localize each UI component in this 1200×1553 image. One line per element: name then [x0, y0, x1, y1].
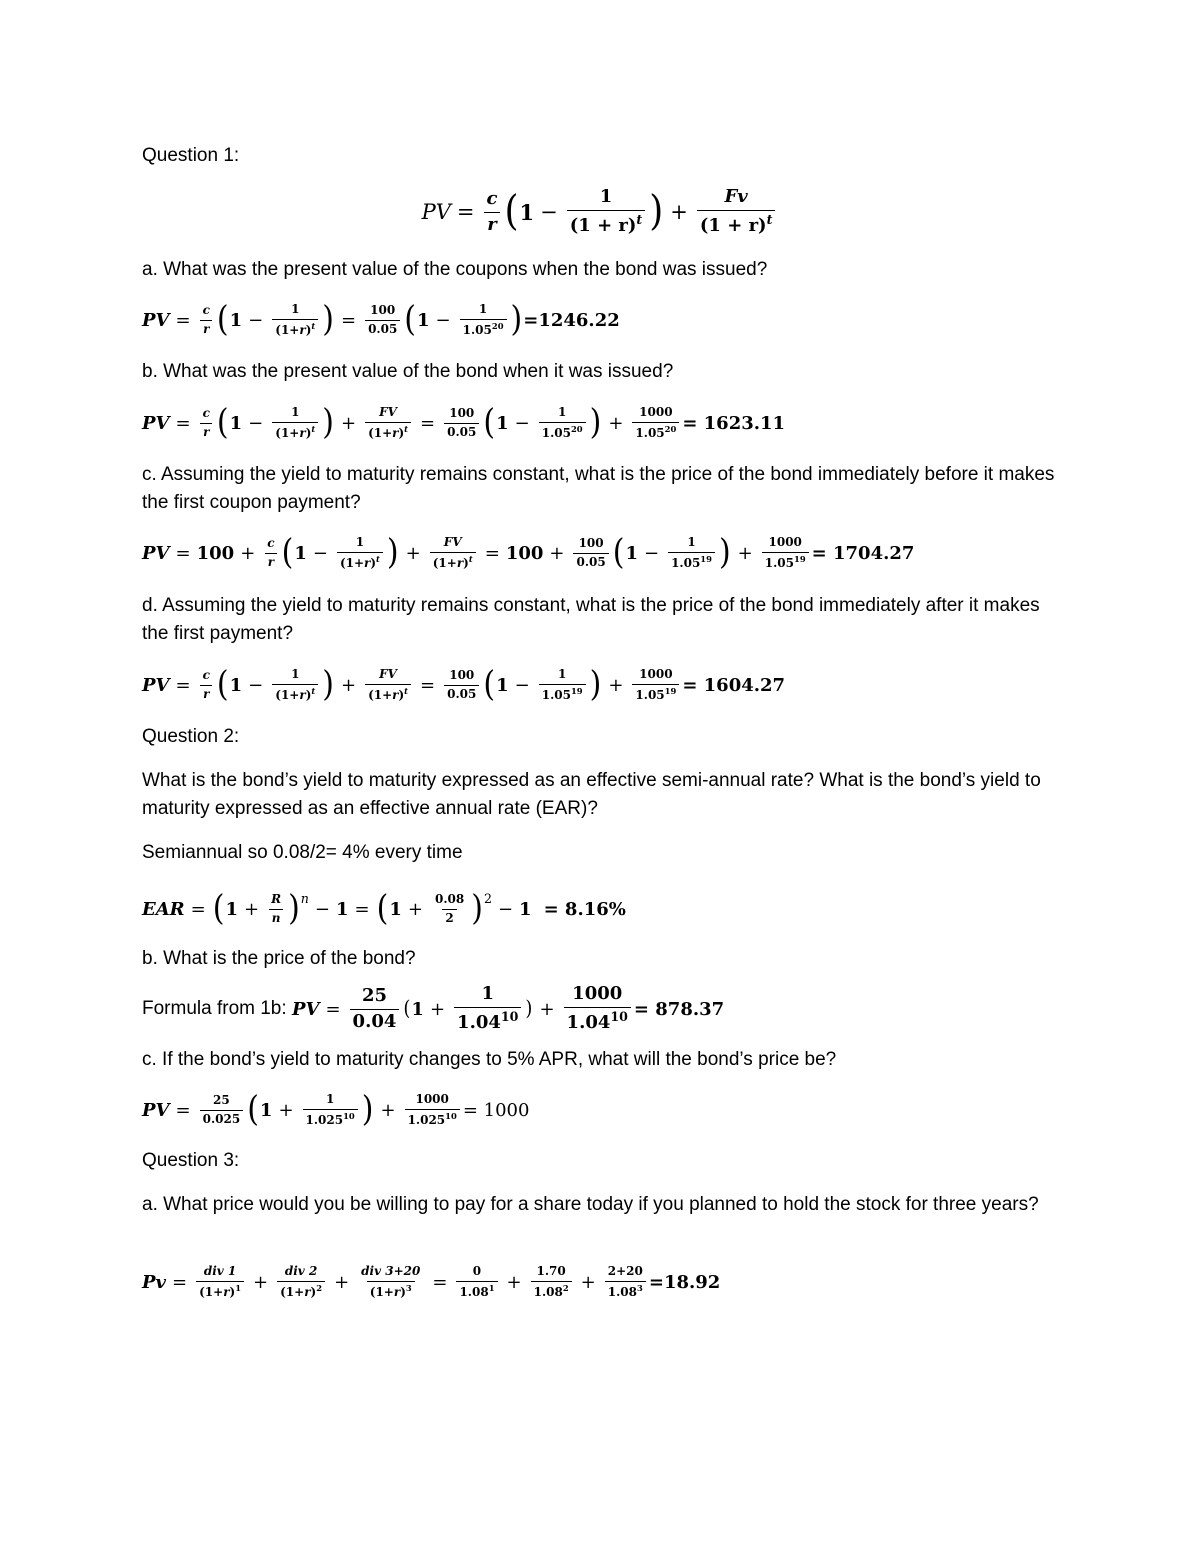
question-2c-text: c. If the bond’s yield to maturity changes to 5% APR, what will the bond’s price be?: [142, 1049, 837, 1070]
question-1c-text: c. Assuming the yield to maturity remains constant, what is the price of the bond immediately before it makes the first coupon payment?: [142, 464, 1055, 513]
question-3a-equation: Pv = $\frac{\text{div 1}}{(1+r)^1}$ + $\frac{\text{div 2}}{(1+r)^2}$ + $\frac{\text{div 3+20}}{(1+r)^3}$ = $\frac{0}{1.08^1}$ + $\frac{1.70}{1.08^2}$ + $\frac{2+20}{1.08^3}$ =18.92: [142, 1263, 721, 1299]
bond-price-formula: PV = $\frac{c}{r}$ ( 1 − $\frac{1}{(1 + r)^t}$ ) + $\frac{Fv}{(1 + r)^t}$: [0, 182, 1200, 242]
ear-equation: EAR = ( 1 + $\frac{R}{n}$ ) $^n$ − 1 = ( 1 + $\frac{0.08}{2}$ ) $^2$ − 1 = 8.16%: [142, 888, 626, 929]
question-2-intro: What is the bond’s yield to maturity expressed as an effective semi-annual rate? What is the bond’s yield to maturity expressed as an effective annual rate (EAR)?: [142, 770, 1041, 819]
question-1a-equation: PV = $\frac{c}{r}$ ( 1 − $\frac{1}{(1+r)^t}$ ) = $\frac{100}{0.05}$ ( 1 − $\frac{1}{1.05^{20}}$ ) =1246.22: [142, 299, 620, 340]
question-1b-text: b. What was the present value of the bond when it was issued?: [142, 361, 674, 382]
question-3-heading: Question 3:: [142, 1150, 240, 1171]
question-2c-equation: PV = $\frac{25}{0.025}$ ( 1 + $\frac{1}{1.025^{10}}$ ) + $\frac{1000}{1.025^{10}}$ = 1000: [142, 1089, 530, 1130]
question-1c-equation: PV = 100 + $\frac{c}{r}$ ( 1 − $\frac{1}{(1+r)^t}$ ) + $\frac{FV}{(1+r)^t}$ = 100 + $\frac{100}{0.05}$ ( 1 − $\frac{1}{1.05^{19}}$ ) + $\frac{1000}{1.05^{19}}$ = 1704.27: [142, 532, 915, 573]
question-2b-equation: Formula from 1b: PV = $\frac{25}{0.04}$ ( 1 + $\frac{1}{1.04^{10}}$ ) + $\frac{1000}{1.04^{10}}$ = 878.37: [142, 983, 725, 1033]
semiannual-note: Semiannual so 0.08/2= 4% every time: [142, 842, 463, 863]
question-1d-text: d. Assuming the yield to maturity remains constant, what is the price of the bond immediately after it makes the first payment?: [142, 595, 1040, 644]
question-1d-equation: PV = $\frac{c}{r}$ ( 1 − $\frac{1}{(1+r)^t}$ ) + $\frac{FV}{(1+r)^t}$ = $\frac{100}{0.05}$ ( 1 − $\frac{1}{1.05^{19}}$ ) + $\frac{1000}{1.05^{19}}$ = 1604.27: [142, 664, 786, 705]
question-1a-text: a. What was the present value of the coupons when the bond was issued?: [142, 259, 768, 280]
question-1-heading: Question 1:: [142, 145, 240, 166]
question-2b-text: b. What is the price of the bond?: [142, 948, 416, 969]
question-1b-equation: PV = $\frac{c}{r}$ ( 1 − $\frac{1}{(1+r)^t}$ ) + $\frac{FV}{(1+r)^t}$ = $\frac{100}{0.05}$ ( 1 − $\frac{1}{1.05^{20}}$ ) + $\frac{1000}{1.05^{20}}$ = 1623.11: [142, 402, 786, 443]
question-3a-text: a. What price would you be willing to pay for a share today if you planned to hold the stock for three years?: [142, 1194, 1039, 1215]
question-2-heading: Question 2:: [142, 726, 240, 747]
